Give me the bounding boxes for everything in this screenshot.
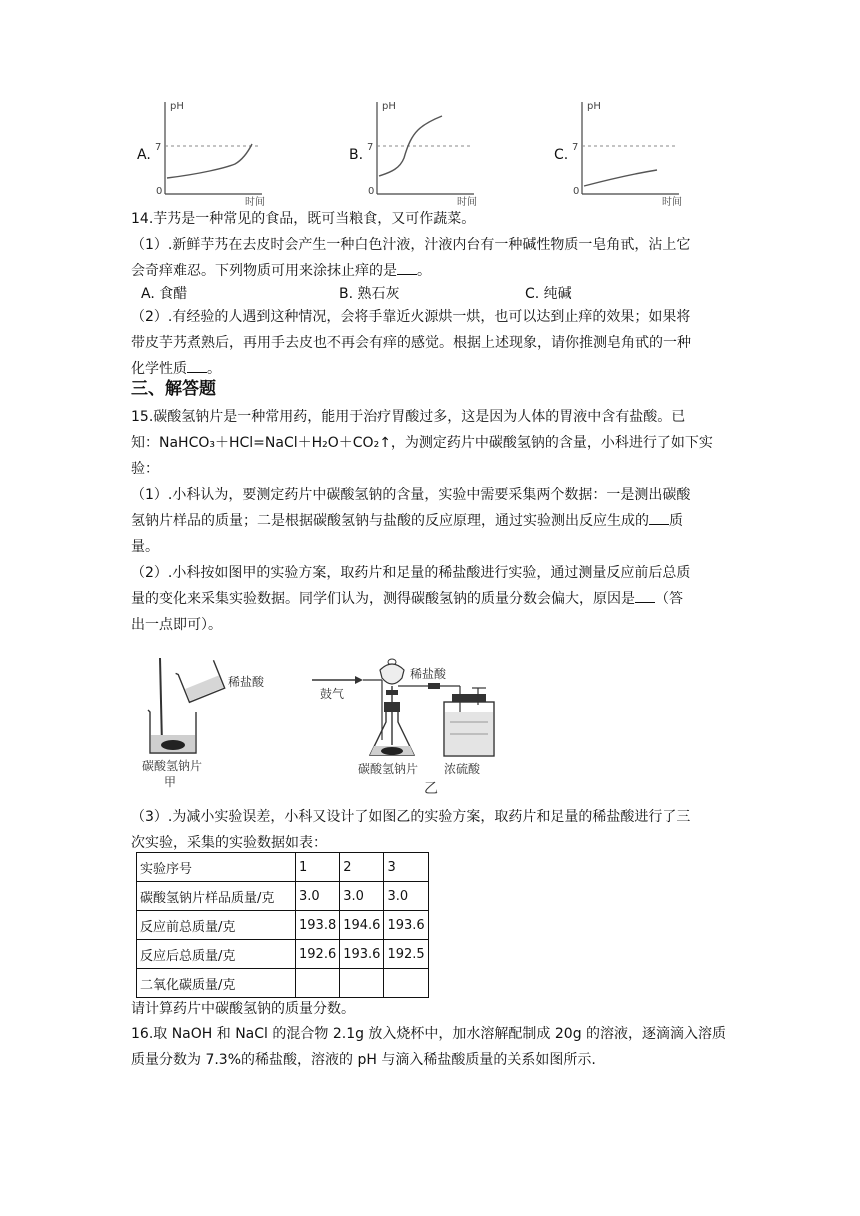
zero-label: 0 xyxy=(573,186,580,197)
q14-option-c: C. 纯碱 xyxy=(525,286,572,302)
row-header-cell: 实验序号 xyxy=(137,853,296,882)
data-cell: 3.0 xyxy=(340,882,384,911)
q15-part2-line3: 出一点即可）。 xyxy=(131,617,222,633)
ph-graph-c xyxy=(567,96,687,208)
data-cell xyxy=(340,969,384,998)
q15-part3-line2: 次实验，采集的实验数据如表： xyxy=(131,835,327,851)
q15-part2-line1: （2）.小科按如图甲的实验方案，取药片和足量的稀盐酸进行实验，通过测量反应前后总质 xyxy=(131,565,691,581)
seven-label: 7 xyxy=(367,142,374,153)
x-axis-label: 时间 xyxy=(245,197,265,208)
sulfuric-acid-label: 浓硫酸 xyxy=(444,762,481,776)
q15-line3: 验： xyxy=(131,461,159,477)
data-cell: 193.6 xyxy=(340,940,384,969)
option-a-label: A. xyxy=(137,147,151,163)
section-heading: 三、解答题 xyxy=(131,379,216,399)
data-cell: 3.0 xyxy=(296,882,340,911)
question-15 xyxy=(131,404,731,638)
air-label: 鼓气 xyxy=(320,687,345,701)
acid-label: 稀盐酸 xyxy=(410,667,447,681)
seven-label: 7 xyxy=(155,142,162,153)
row-header-cell: 二氧化碳质量/克 xyxy=(137,969,296,998)
zero-label: 0 xyxy=(156,186,163,197)
row-header-cell: 反应前总质量/克 xyxy=(137,911,296,940)
data-cell: 192.5 xyxy=(384,940,428,969)
option-b-label: B. xyxy=(349,147,364,163)
apparatus-figure-yi xyxy=(310,650,510,802)
q14-part2-line3: 化学性质 。 xyxy=(131,356,731,382)
q15-line2: 知：NaHCO₃＋HCl=NaCl＋H₂O＋CO₂↑，为测定药片中碳酸氢钠的含量，小科进行了如下实 xyxy=(131,435,713,451)
q14-part1-line1: （1）.新鲜芋艿在去皮时会产生一种白色汁液，汁液内台有一种碱性物质一皂角甙，沾上它 xyxy=(131,237,691,253)
q16-line1: 16.取 NaOH 和 NaCl 的混合物 2.1g 放入烧杯中，加水溶解配制成 20g 的溶液，逐滴滴入溶质 xyxy=(131,1026,727,1042)
apparatus-figure-jia xyxy=(140,650,290,790)
q14-part2 xyxy=(131,304,731,382)
table-row xyxy=(137,911,429,940)
data-cell: 194.6 xyxy=(340,911,384,940)
x-axis-label: 时间 xyxy=(457,197,477,208)
question-14 xyxy=(131,206,731,284)
q15-part1-line3: 量。 xyxy=(131,539,159,555)
row-header-cell: 反应后总质量/克 xyxy=(137,940,296,969)
ph-graph-a xyxy=(150,96,270,208)
y-axis-label: pH xyxy=(170,101,184,112)
q14-part1-line2: 会奇痒难忍。下列物质可用来涂抹止痒的是 。 xyxy=(131,258,731,284)
experiment-data-table xyxy=(136,852,429,998)
ph-graph-b xyxy=(362,96,482,208)
data-cell: 1 xyxy=(296,853,340,882)
answer-blank[interactable] xyxy=(649,510,669,525)
q14-part2-line1: （2）.有经验的人遇到这种情况，会将手靠近火源烘一烘，也可以达到止痒的效果；如果将 xyxy=(131,309,691,325)
table-row xyxy=(137,940,429,969)
data-cell xyxy=(384,969,428,998)
data-cell: 193.6 xyxy=(384,911,428,940)
q15-part2-line2: 量的变化来采集实验数据。同学们认为，测得碳酸氢钠的质量分数会偏大，原因是 （答 xyxy=(131,586,731,612)
q15-part3 xyxy=(131,804,731,856)
data-cell: 3.0 xyxy=(384,882,428,911)
q14-option-a: A. 食醋 xyxy=(141,286,188,302)
table-row xyxy=(137,853,429,882)
table-row xyxy=(137,882,429,911)
q16-line2: 质量分数为 7.3%的稀盐酸，溶液的 pH 与滴入稀盐酸质量的关系如图所示. xyxy=(131,1052,596,1068)
data-cell xyxy=(296,969,340,998)
row-header-cell: 碳酸氢钠片样品质量/克 xyxy=(137,882,296,911)
y-axis-label: pH xyxy=(587,101,601,112)
option-c-label: C. xyxy=(554,147,569,163)
data-cell: 193.8 xyxy=(296,911,340,940)
seven-label: 7 xyxy=(572,142,579,153)
data-cell: 192.6 xyxy=(296,940,340,969)
zero-label: 0 xyxy=(368,186,375,197)
answer-blank[interactable] xyxy=(187,358,207,373)
answer-blank[interactable] xyxy=(635,588,655,603)
q14-option-b: B. 熟石灰 xyxy=(339,286,400,302)
q15-part3-line1: （3）.为减小实验误差，小科又设计了如图乙的实验方案，取药片和足量的稀盐酸进行了三 xyxy=(131,809,691,825)
q14-part2-line2: 带皮芋艿煮熟后，再用手去皮也不再会有痒的感觉。根据上述现象，请你推测皂角甙的一种 xyxy=(131,335,691,351)
data-cell: 3 xyxy=(384,853,428,882)
tablet-label: 碳酸氢钠片 xyxy=(358,762,419,776)
q15-after-table: 请计算药片中碳酸氢钠的质量分数。 xyxy=(131,1001,355,1017)
question-16 xyxy=(131,1021,731,1073)
q15-part1-line2: 氢钠片样品的质量；二是根据碳酸氢钠与盐酸的反应原理，通过实验测出反应生成的 质 xyxy=(131,508,731,534)
acid-label: 稀盐酸 xyxy=(228,675,265,689)
q14-stem: 14.芋艿是一种常见的食品，既可当粮食，又可作蔬菜。 xyxy=(131,211,476,227)
table-row xyxy=(137,969,429,998)
q15-line1: 15.碳酸氢钠片是一种常用药，能用于治疗胃酸过多，这是因为人体的胃液中含有盐酸。已 xyxy=(131,409,686,425)
x-axis-label: 时间 xyxy=(662,197,682,208)
y-axis-label: pH xyxy=(382,101,396,112)
figure-caption: 乙 xyxy=(424,781,438,797)
data-cell: 2 xyxy=(340,853,384,882)
tablet-label: 碳酸氢钠片 xyxy=(142,759,203,773)
q15-part1-line1: （1）.小科认为，要测定药片中碳酸氢钠的含量，实验中需要采集两个数据：一是测出碳酸 xyxy=(131,487,691,503)
answer-blank[interactable] xyxy=(397,260,417,275)
figure-caption: 甲 xyxy=(164,775,177,789)
